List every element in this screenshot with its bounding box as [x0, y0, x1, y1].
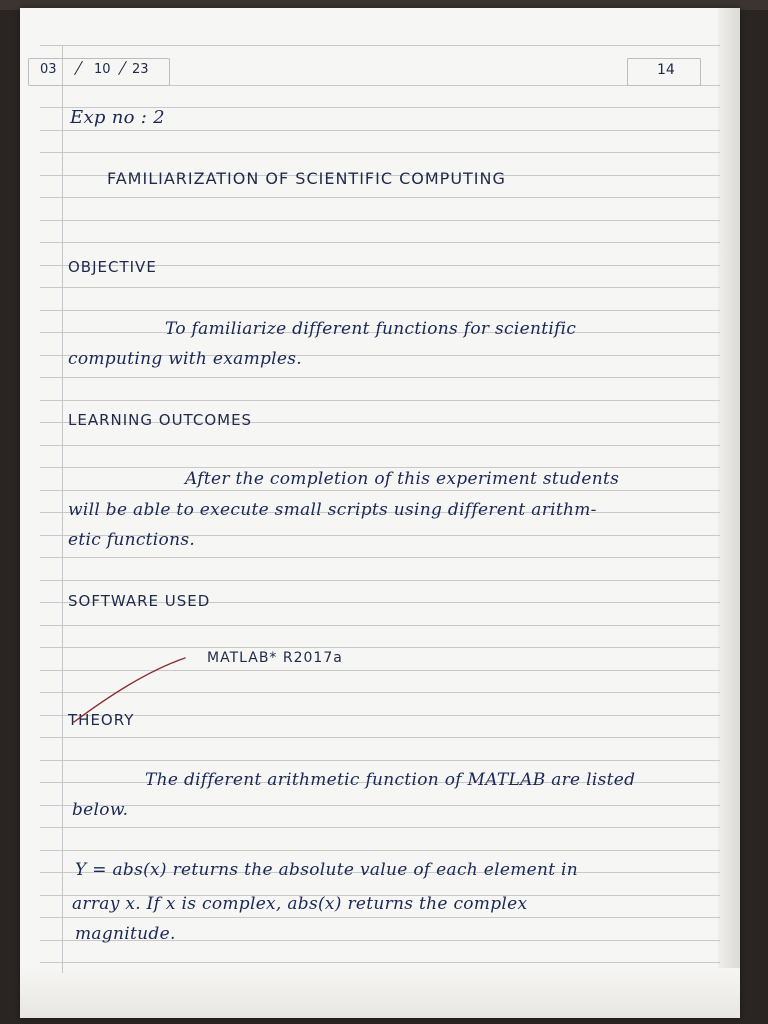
- date-month: 10: [94, 62, 111, 77]
- theory-line-5: magnitude.: [75, 924, 176, 944]
- learning-outcomes-line-1: After the completion of this experiment students: [185, 469, 620, 489]
- learning-outcomes-line-3: etic functions.: [68, 530, 196, 550]
- objective-line-2: computing with examples.: [68, 349, 302, 369]
- learning-outcomes-heading: LEARNING OUTCOMES: [68, 411, 253, 429]
- theory-line-3: Y = abs(x) returns the absolute value of each element in: [75, 860, 579, 880]
- experiment-label: Exp no : 2: [70, 107, 165, 128]
- date-day: 03: [40, 62, 57, 77]
- objective-heading: OBJECTIVE: [68, 258, 157, 276]
- theory-line-4: array x. If x is complex, abs(x) returns the complex: [72, 894, 528, 914]
- learning-outcomes-line-2: will be able to execute small scripts using different arithm-: [68, 500, 597, 520]
- software-used-heading: SOFTWARE USED: [68, 592, 211, 610]
- page-number: 14: [657, 62, 675, 78]
- objective-line-1: To familiarize different functions for scientific: [165, 319, 577, 339]
- software-used-value: MATLAB* R2017a: [207, 650, 343, 666]
- date-year: 23: [132, 62, 149, 77]
- page-title: FAMILIARIZATION OF SCIENTIFIC COMPUTING: [107, 169, 506, 188]
- theory-heading: THEORY: [68, 711, 135, 729]
- theory-line-2: below.: [72, 800, 129, 820]
- theory-line-1: The different arithmetic function of MATLAB are listed: [145, 770, 636, 790]
